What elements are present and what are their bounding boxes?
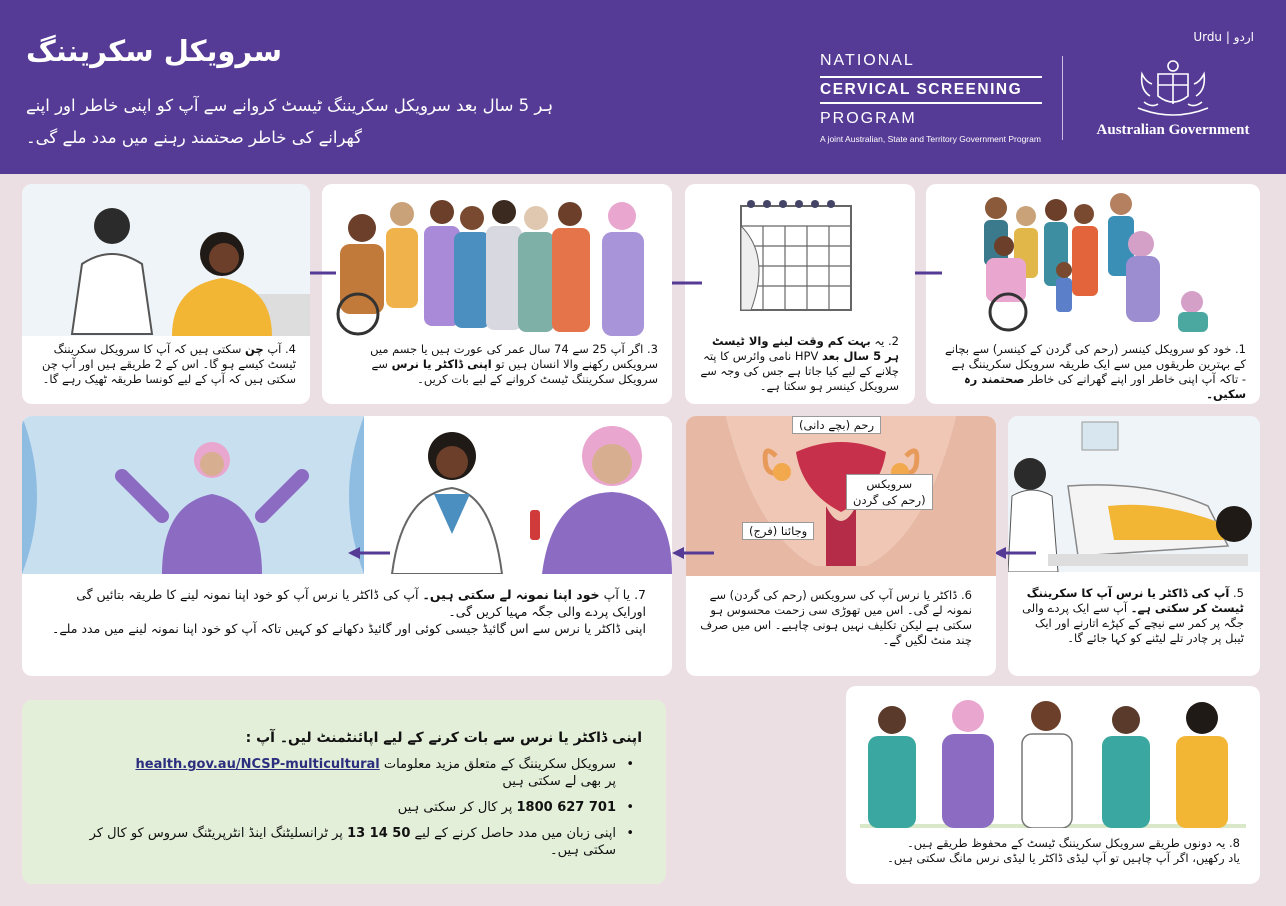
step-3-text-b: سے سرویکل سکریننگ ٹیسٹ کروانے کے لیے بات کریں۔ (371, 357, 658, 386)
step-7-text-b: آپ کی ڈاکٹر یا نرس آپ کو خود اپنا نمونہ لینے کا طریقہ بتائیں گی اورایک پردے والی جگہ مہیا کریں گی۔ (76, 587, 646, 619)
step-2-text-b: HPV نامی وائرس کا پتہ چلانے کے لیے کیا جاتا ہے جس کی وجہ سے سرویکل کینسر ہو سکتا ہے۔ (700, 349, 899, 393)
arrow-left-icon (994, 546, 1038, 560)
step-5-card (1008, 416, 1260, 676)
info-item-interpreter (76, 825, 636, 859)
step-8-line2: یاد رکھیں، اگر آپ چاہیں تو آپ لیڈی ڈاکٹر یا لیڈی نرس مانگ سکتی ہیں۔ (887, 851, 1240, 865)
info-item2-text: پر کال کر سکتی ہیں (397, 800, 513, 815)
step-6-number: 6. (961, 588, 972, 602)
step-7-text-c: اپنی ڈاکٹر یا نرس سے اس گائیڈ جیسی کوئی اور گائیڈ دکھانے کو کہیں تاکہ آپ کو خود اپنا نمونہ لینے میں مدد ملے۔ (52, 621, 646, 636)
coat-of-arms-icon (1128, 56, 1218, 120)
consultation-illustration (22, 184, 310, 336)
ncsp-website-link[interactable]: health.gov.au/NCSP-multicultural (135, 757, 380, 772)
page-title: سرویکل سکریننگ (26, 34, 283, 68)
step-2-number: 2. (888, 334, 899, 348)
info-item3-text-b: پر ٹرانسلیٹنگ اینڈ انٹرپریٹنگ سروس کو کال کر سکتی ہیں۔ (89, 826, 616, 858)
step-3-text-a: اگر آپ 25 سے 74 سال عمر کی عورت ہیں یا جسم میں سرویکس رکھنے والا انسان ہیں تو (370, 342, 658, 371)
step-3-number: 3. (647, 342, 658, 356)
info-item1-tail: پر بھی لے سکتی ہیں (502, 774, 616, 789)
step-4-card (22, 184, 310, 404)
info-title (246, 730, 642, 746)
cervix-label (846, 474, 933, 510)
info-item3-text-a: اپنی زبان میں مدد حاصل کرنے کے لیے (414, 826, 616, 841)
ncsp-logo-line3: PROGRAM (820, 110, 917, 127)
anatomy-illustration (686, 416, 996, 576)
info-box (22, 700, 666, 884)
step-8-number: 8. (1229, 836, 1240, 850)
step-4-bold: چن (245, 342, 264, 356)
step-4-caption (36, 342, 296, 387)
ncsp-logo-tagline: A joint Australian, State and Territory Government Program (820, 134, 1041, 144)
vagina-label: وجائنا (فرج) (742, 522, 814, 540)
language-label: Urdu | اردو (1193, 30, 1254, 44)
examination-table-illustration (1008, 416, 1260, 572)
family-illustration (956, 184, 1236, 334)
step-7-caption (46, 586, 646, 637)
uterus-label: رحم (بچے دانی) (792, 416, 881, 434)
step-3-bold: اپنی ڈاکٹر یا نرس (391, 357, 492, 371)
step-2-text-a: یہ (874, 334, 885, 348)
step-1-bold: صحتمند رہ سکیں۔ (963, 372, 1246, 401)
step-1-caption (944, 342, 1246, 402)
arrow-left-icon (672, 546, 716, 560)
calendar-icon (731, 196, 861, 316)
interpreter-number: 13 14 50 (347, 826, 411, 841)
step-4-number: 4. (285, 342, 296, 356)
step-1-text: خود کو سرویکل کینسر (رحم کی گردن کے کینسر) سے بچانے کے بہترین طریقوں میں سے ایک طریقہ سرویکل سکریننگ ہے - تاکہ آپ اپنی خاطر اور اپنے گھرانے کی خاطر (944, 342, 1246, 386)
info-item1-text: سرویکل سکریننگ کے متعلق مزید معلومات (383, 757, 616, 772)
step-5-bold: آپ کی ڈاکٹر یا نرس آپ کا سکریننگ ٹیسٹ کر سکتی ہے۔ (1026, 586, 1244, 615)
info-list (76, 756, 636, 868)
step-8-line1: یہ دونوں طریقے سرویکل سکریننگ ٹیسٹ کے محفوظ طریقے ہیں۔ (907, 836, 1226, 850)
australian-government-logo (1088, 56, 1258, 139)
step-4-text-b: سکتی ہیں کہ آپ کا سرویکل سکریننگ ٹیسٹ کیسے ہو گا۔ اس کے 2 طریقے ہیں اور آپ چن سکتی ہیں کہ آپ کے لیے کونسا طریقہ ٹھیک رہے گا۔ (42, 342, 296, 386)
step-5-number: 5. (1233, 586, 1244, 600)
ncsp-logo-line2: CERVICAL SCREENING (820, 76, 1042, 104)
step-2-card (685, 184, 915, 404)
info-title-text: اپنی ڈاکٹر یا نرس سے بات کرنے کے لیے اپائنٹمنٹ لیں۔ آپ : (245, 730, 642, 746)
info-item-website (76, 756, 636, 790)
step-6-text: ڈاکٹر یا نرس آپ کی سرویکس (رحم کی گردن) سے نمونہ لے گی۔ اس میں تھوڑی سی زحمت محسوس ہو سکتی ہے لیکن تکلیف نہیں ہونی چاہیے۔ اس میں صرف چند منٹ لگیں گے۔ (700, 588, 972, 647)
step-5-caption (1020, 586, 1244, 646)
ncsp-logo (820, 52, 1042, 144)
step-6-caption (700, 588, 972, 648)
government-name: Australian Government (1096, 122, 1250, 138)
cervix-label-line2: (رحم کی گردن (853, 493, 926, 507)
step-3-caption (338, 342, 658, 387)
step-7-bold: خود اپنا نمونہ لے سکتی ہیں۔ (422, 587, 600, 602)
step-6-card (686, 416, 996, 676)
step-7-text-a: یا آپ (603, 587, 631, 602)
ncsp-logo-line1: NATIONAL (820, 52, 915, 69)
header-banner (0, 0, 1286, 174)
step-3-card (322, 184, 672, 404)
info-item-phone (76, 799, 636, 816)
step-5-text: آپ سے ایک پردے والی جگہ پر کمر سے نیچے کے کپڑے اتارنے اور ایک ٹیبل پر چادر تلے لیٹنے کو کہا جائے گا۔ (1022, 601, 1244, 645)
health-workers-illustration (846, 686, 1260, 828)
step-7-card (22, 416, 672, 676)
step-8-caption (860, 836, 1240, 866)
phone-number: 1800 627 701 (516, 800, 616, 815)
step-1-card (926, 184, 1260, 404)
step-8-card (846, 686, 1260, 884)
page-subtitle: ہر 5 سال بعد سرویکل سکریننگ ٹیسٹ کروانے سے آپ کو اپنی خاطر اور اپنے گھرانے کی خاطر صحتمند رہنے میں مدد ملے گی۔ (26, 96, 554, 147)
cervix-label-line1: سرویکس (866, 477, 913, 491)
step-7-number: 7. (634, 587, 646, 602)
step-2-caption (699, 334, 899, 394)
women-group-illustration (322, 184, 672, 336)
self-collection-illustration (22, 416, 672, 574)
step-2-bold: بہت کم وقت لینے والا ٹیسٹ ہر 5 سال بعد (711, 334, 899, 363)
logo-divider (1062, 56, 1063, 140)
arrow-left-icon (348, 546, 392, 560)
step-1-number: 1. (1235, 342, 1246, 356)
step-4-text-a: آپ (267, 342, 282, 356)
